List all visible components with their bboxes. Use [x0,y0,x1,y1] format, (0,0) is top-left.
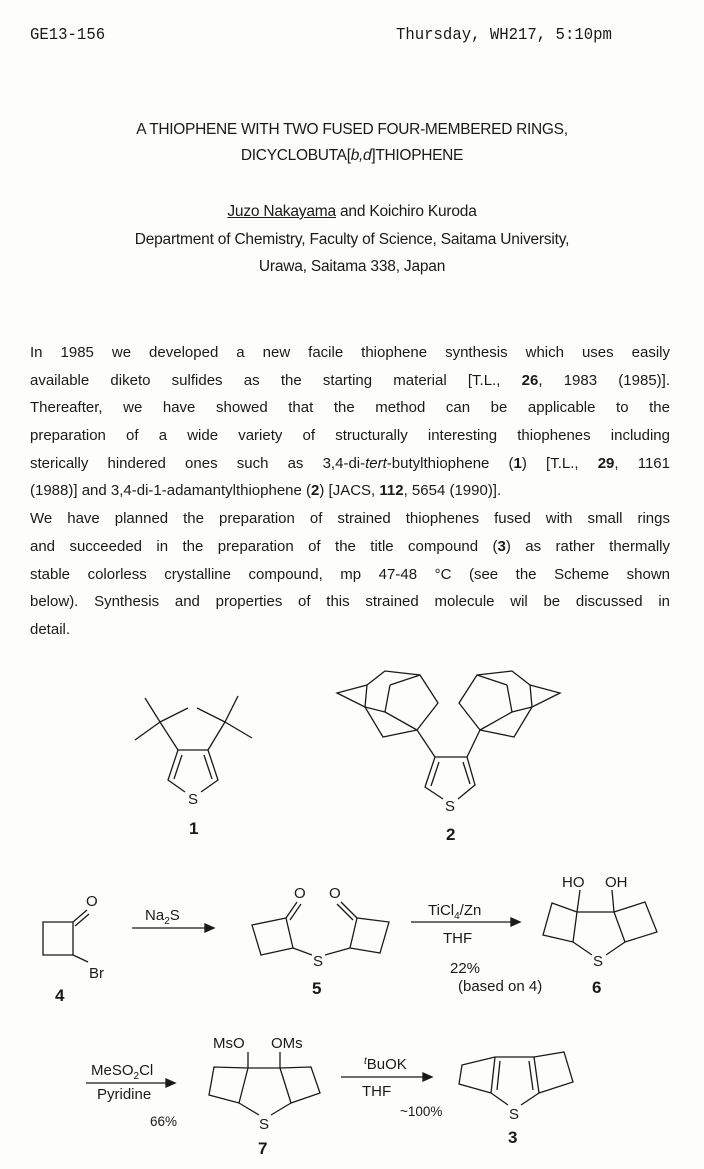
body-text: available diketo sulfides as the starting material [T.L., [30,371,522,389]
solvent: THF [443,930,473,947]
body-text: We have planned the preparation of strained thiophenes fused with small rings [30,510,670,528]
compound-ref: 1 [513,454,522,472]
body-text: , 1161 [614,454,670,472]
structure-compound-4 [43,893,104,1005]
structure-compound-1 [135,696,252,838]
solvent: THF [362,1083,392,1100]
structure-compound-3 [459,1052,573,1147]
atom-oh: OH [605,874,628,891]
reaction-arrow-1 [132,907,214,932]
yield: 66% [150,1114,178,1129]
structure-compound-7 [209,1035,320,1158]
body-text: stable colorless crystalline compound, mp 47-48 °C (see the Scheme shown [30,565,670,583]
affiliation-line-1: Department of Chemistry, Faculty of Science, Saitama University, [134,231,570,248]
compound-ref: 2 [311,482,320,500]
atom-s: S [445,798,456,815]
compound-label: 3 [508,1128,518,1147]
atom-s: S [313,953,324,970]
title-part: DICYCLOBUTA[ [240,147,351,164]
atom-br: Br [89,965,104,982]
atom-mso: MsO [213,1035,245,1052]
adamantyl-right [459,671,560,737]
body-text: preparation of a wide variety of structurally interesting thiophenes including [30,427,670,445]
reagent: $^t$BuOK [364,1056,407,1073]
body-text: Thereafter, we have showed that the method can be applicable to the [30,399,670,417]
reagent: $Na_2S$ [145,907,180,927]
atom-s: S [509,1106,520,1123]
body-text: ) [JACS, [319,482,380,500]
compound-ref: 26 [521,371,539,389]
yield-note: (based on 4) [458,978,543,995]
reagent: TiCl$_4$/Zn [428,902,482,922]
reaction-arrow-4 [341,1056,442,1119]
structure-compound-2 [337,671,560,844]
body-text: (1988)] and 3,4-di-1-adamantylthiophene ( [30,482,312,500]
body-text: , 5654 (1990)]. [403,482,502,500]
body-text: and succeeded in the preparation of the title compound ( [30,537,498,555]
atom-o: O [294,885,306,902]
body-text: sterically hindered ones such as 3,4-di- [30,454,366,472]
title-part: ]THIOPHENE [371,147,464,164]
body-text: below). Synthesis and properties of this strained molecule wil be discussed in [30,593,670,611]
compound-label: 1 [189,819,199,838]
compound-label: 2 [446,825,456,844]
title-line-1: A THIOPHENE WITH TWO FUSED FOUR-MEMBERED RINGS, [136,121,568,138]
reagent: MeSO$_2$Cl [91,1062,154,1082]
reaction-arrow-3 [86,1062,177,1129]
adamantyl-left [337,671,438,737]
yield: 22% [450,960,481,977]
atom-s: S [188,791,199,808]
compound-ref: 3 [497,537,506,555]
reaction-arrow-2 [411,902,542,995]
title-italic: b,d [350,147,372,164]
body-text: detail. [30,620,71,638]
compound-ref: 29 [597,454,615,472]
affiliation-line-2: Urawa, Saitama 338, Japan [258,258,446,275]
atom-s: S [259,1116,270,1133]
body-text: , 1983 (1985)]. [538,371,670,389]
atom-ho: HO [562,874,585,891]
structure-compound-6 [543,874,657,997]
yield: ~100% [400,1104,443,1119]
compound-label: 5 [312,979,322,998]
italic-text: tert [365,454,387,472]
presenting-author: Juzo Nakayama [227,203,336,220]
co-author: and Koichiro Kuroda [335,203,477,220]
compound-label: 6 [592,978,602,997]
compound-ref: 112 [379,482,404,500]
compound-label: 4 [55,986,65,1005]
body-text: -butylthiophene ( [386,454,514,472]
body-text: ) [T.L., [521,454,598,472]
body-text: ) as rather thermally [505,537,671,555]
atom-o: O [329,885,341,902]
session-info: Thursday, WH217, 5:10pm [396,26,612,45]
atom-o: O [86,893,98,910]
atom-s: S [593,953,604,970]
body-text: In 1985 we developed a new facile thiophene synthesis which uses easily [30,344,670,361]
compound-label: 7 [258,1139,268,1158]
abstract-code: GE13-156 [30,26,106,45]
atom-oms: OMs [271,1035,303,1052]
structure-compound-5 [252,885,389,998]
solvent: Pyridine [97,1086,152,1103]
